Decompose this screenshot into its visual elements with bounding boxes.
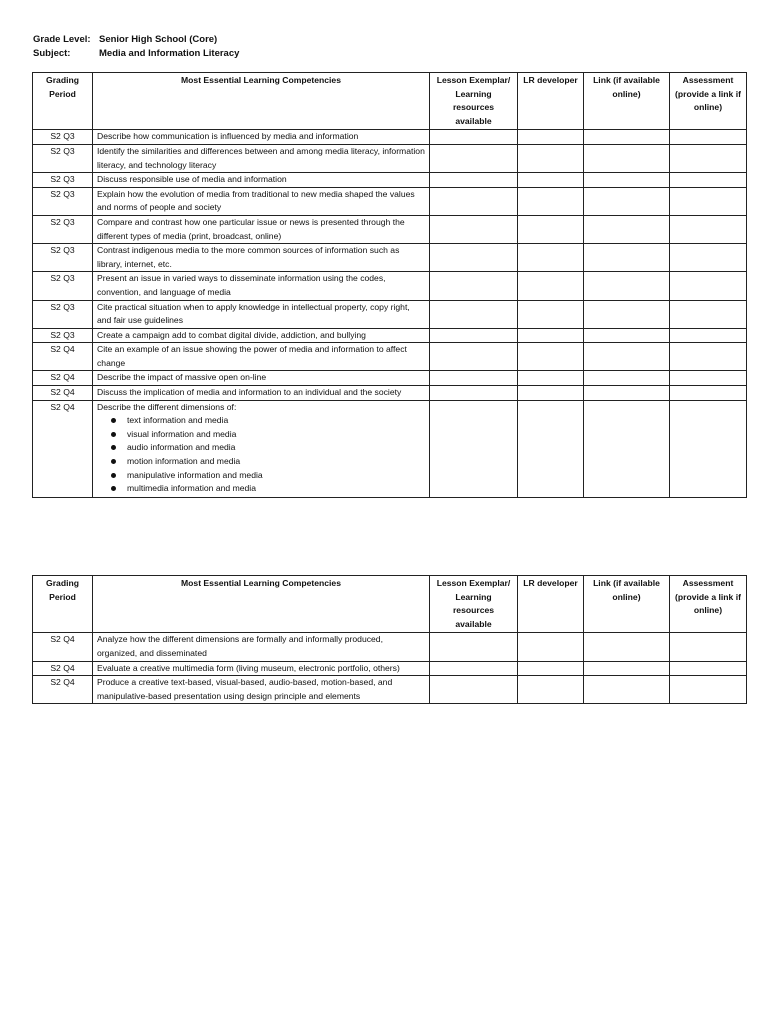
subject-value: Media and Information Literacy [99, 48, 240, 59]
grading-period-cell: S2 Q3 [33, 187, 93, 215]
header-competencies: Most Essential Learning Competencies [93, 73, 430, 130]
link-cell [584, 400, 670, 497]
dimension-list [97, 414, 425, 496]
header-lr-developer: LR developer [518, 73, 584, 130]
grading-period-cell: S2 Q4 [33, 386, 93, 401]
link-cell [584, 386, 670, 401]
link-cell [584, 328, 670, 343]
competency-cell: Explain how the evolution of media from traditional to new media shaped the values and norms of people and society [93, 187, 430, 215]
link-cell [584, 661, 670, 676]
lr-developer-cell [518, 328, 584, 343]
header-link: Link (if available online) [584, 73, 670, 130]
lr-developer-cell [518, 386, 584, 401]
table-row [33, 272, 747, 300]
subject-row [33, 47, 239, 61]
table-header-row [33, 576, 747, 633]
grading-period-cell: S2 Q3 [33, 215, 93, 243]
competency-cell: Discuss the implication of media and information to an individual and the society [93, 386, 430, 401]
assessment-cell [670, 343, 747, 371]
header-assessment: Assessment (provide a link if online) [670, 576, 747, 633]
assessment-cell [670, 400, 747, 497]
assessment-cell [670, 371, 747, 386]
table-row [33, 328, 747, 343]
lr-developer-cell [518, 173, 584, 188]
table-row [33, 343, 747, 371]
assessment-cell [670, 144, 747, 172]
table-row [33, 633, 747, 661]
table-row [33, 244, 747, 272]
grading-period-cell: S2 Q4 [33, 676, 93, 704]
table-row [33, 386, 747, 401]
table-row [33, 371, 747, 386]
header-link: Link (if available online) [584, 576, 670, 633]
competency-cell: Compare and contrast how one particular issue or news is presented through the different types of media (print, broadcast, online) [93, 215, 430, 243]
grading-period-cell: S2 Q4 [33, 633, 93, 661]
link-cell [584, 187, 670, 215]
link-cell [584, 215, 670, 243]
assessment-cell [670, 187, 747, 215]
competency-cell: Cite practical situation when to apply knowledge in intellectual property, copy right, and fair use guidelines [93, 300, 430, 328]
list-item: manipulative information and media [127, 469, 425, 483]
lesson-exemplar-cell [430, 244, 518, 272]
table-row [33, 173, 747, 188]
lesson-exemplar-cell [430, 187, 518, 215]
competency-cell: Produce a creative text-based, visual-based, audio-based, motion-based, and manipulative-based presentation using design principle and elements [93, 676, 430, 704]
lr-developer-cell [518, 661, 584, 676]
list-item: visual information and media [127, 428, 425, 442]
table-row [33, 676, 747, 704]
grading-period-cell: S2 Q4 [33, 371, 93, 386]
table-row [33, 300, 747, 328]
grade-level-label: Grade Level: [33, 34, 91, 45]
lr-developer-cell [518, 676, 584, 704]
lr-developer-cell [518, 633, 584, 661]
lesson-exemplar-cell [430, 371, 518, 386]
grading-period-cell: S2 Q3 [33, 300, 93, 328]
lesson-exemplar-cell [430, 343, 518, 371]
table-row [33, 187, 747, 215]
assessment-cell [670, 386, 747, 401]
grading-period-cell: S2 Q3 [33, 173, 93, 188]
list-item: audio information and media [127, 441, 425, 455]
list-item: text information and media [127, 414, 425, 428]
competency-cell: Contrast indigenous media to the more common sources of information such as library, internet, etc. [93, 244, 430, 272]
link-cell [584, 343, 670, 371]
lesson-exemplar-cell [430, 386, 518, 401]
assessment-cell [670, 300, 747, 328]
lr-developer-cell [518, 244, 584, 272]
competency-cell [93, 400, 430, 497]
lesson-exemplar-cell [430, 400, 518, 497]
assessment-cell [670, 130, 747, 145]
grading-period-cell: S2 Q3 [33, 244, 93, 272]
competency-cell: Cite an example of an issue showing the power of media and information to affect change [93, 343, 430, 371]
header-lr-developer: LR developer [518, 576, 584, 633]
header-lesson-exemplar: Lesson Exemplar/ Learning resources available [430, 73, 518, 130]
competency-cell: Describe the impact of massive open on-line [93, 371, 430, 386]
link-cell [584, 272, 670, 300]
lesson-exemplar-cell [430, 633, 518, 661]
link-cell [584, 130, 670, 145]
lesson-exemplar-cell [430, 300, 518, 328]
link-cell [584, 144, 670, 172]
grade-level-value: Senior High School (Core) [99, 34, 218, 45]
list-item: motion information and media [127, 455, 425, 469]
lr-developer-cell [518, 130, 584, 145]
lesson-exemplar-cell [430, 173, 518, 188]
link-cell [584, 300, 670, 328]
assessment-cell [670, 173, 747, 188]
competency-cell: Evaluate a creative multimedia form (living museum, electronic portfolio, others) [93, 661, 430, 676]
link-cell [584, 173, 670, 188]
grading-period-cell: S2 Q3 [33, 144, 93, 172]
grading-period-cell: S2 Q3 [33, 272, 93, 300]
link-cell [584, 244, 670, 272]
link-cell [584, 371, 670, 386]
assessment-cell [670, 244, 747, 272]
header-assessment: Assessment (provide a link if online) [670, 73, 747, 130]
lr-developer-cell [518, 187, 584, 215]
assessment-cell [670, 633, 747, 661]
grading-period-cell: S2 Q4 [33, 400, 93, 497]
table-row [33, 144, 747, 172]
lr-developer-cell [518, 272, 584, 300]
assessment-cell [670, 215, 747, 243]
table-row [33, 661, 747, 676]
table-row [33, 400, 747, 497]
header-competencies: Most Essential Learning Competencies [93, 576, 430, 633]
table-row [33, 130, 747, 145]
lr-developer-cell [518, 300, 584, 328]
header-grading-period: Grading Period [33, 73, 93, 130]
lr-developer-cell [518, 400, 584, 497]
document-meta [33, 33, 239, 61]
subject-label: Subject: [33, 48, 71, 59]
lesson-exemplar-cell [430, 130, 518, 145]
table-row [33, 215, 747, 243]
lesson-exemplar-cell [430, 661, 518, 676]
lesson-exemplar-cell [430, 144, 518, 172]
header-lesson-exemplar: Lesson Exemplar/ Learning resources available [430, 576, 518, 633]
lesson-exemplar-cell [430, 676, 518, 704]
grading-period-cell: S2 Q3 [33, 328, 93, 343]
grade-level-row [33, 33, 239, 47]
assessment-cell [670, 661, 747, 676]
competency-cell: Identify the similarities and differences between and among media literacy, information literacy, and technology literacy [93, 144, 430, 172]
list-item: multimedia information and media [127, 482, 425, 496]
assessment-cell [670, 676, 747, 704]
lesson-exemplar-cell [430, 272, 518, 300]
lesson-exemplar-cell [430, 215, 518, 243]
competency-cell: Discuss responsible use of media and information [93, 173, 430, 188]
link-cell [584, 676, 670, 704]
competencies-table-2 [32, 575, 747, 704]
header-grading-period: Grading Period [33, 576, 93, 633]
competency-cell: Create a campaign add to combat digital divide, addiction, and bullying [93, 328, 430, 343]
grading-period-cell: S2 Q4 [33, 343, 93, 371]
grading-period-cell: S2 Q3 [33, 130, 93, 145]
competency-cell: Present an issue in varied ways to disseminate information using the codes, convention, and language of media [93, 272, 430, 300]
table-header-row [33, 73, 747, 130]
lr-developer-cell [518, 215, 584, 243]
lr-developer-cell [518, 144, 584, 172]
competency-cell: Describe how communication is influenced by media and information [93, 130, 430, 145]
competencies-table-1 [32, 72, 747, 498]
assessment-cell [670, 272, 747, 300]
assessment-cell [670, 328, 747, 343]
lesson-exemplar-cell [430, 328, 518, 343]
grading-period-cell: S2 Q4 [33, 661, 93, 676]
lr-developer-cell [518, 343, 584, 371]
lr-developer-cell [518, 371, 584, 386]
competency-cell: Analyze how the different dimensions are formally and informally produced, organized, and disseminated [93, 633, 430, 661]
competency-intro: Describe the different dimensions of: [97, 401, 237, 412]
link-cell [584, 633, 670, 661]
